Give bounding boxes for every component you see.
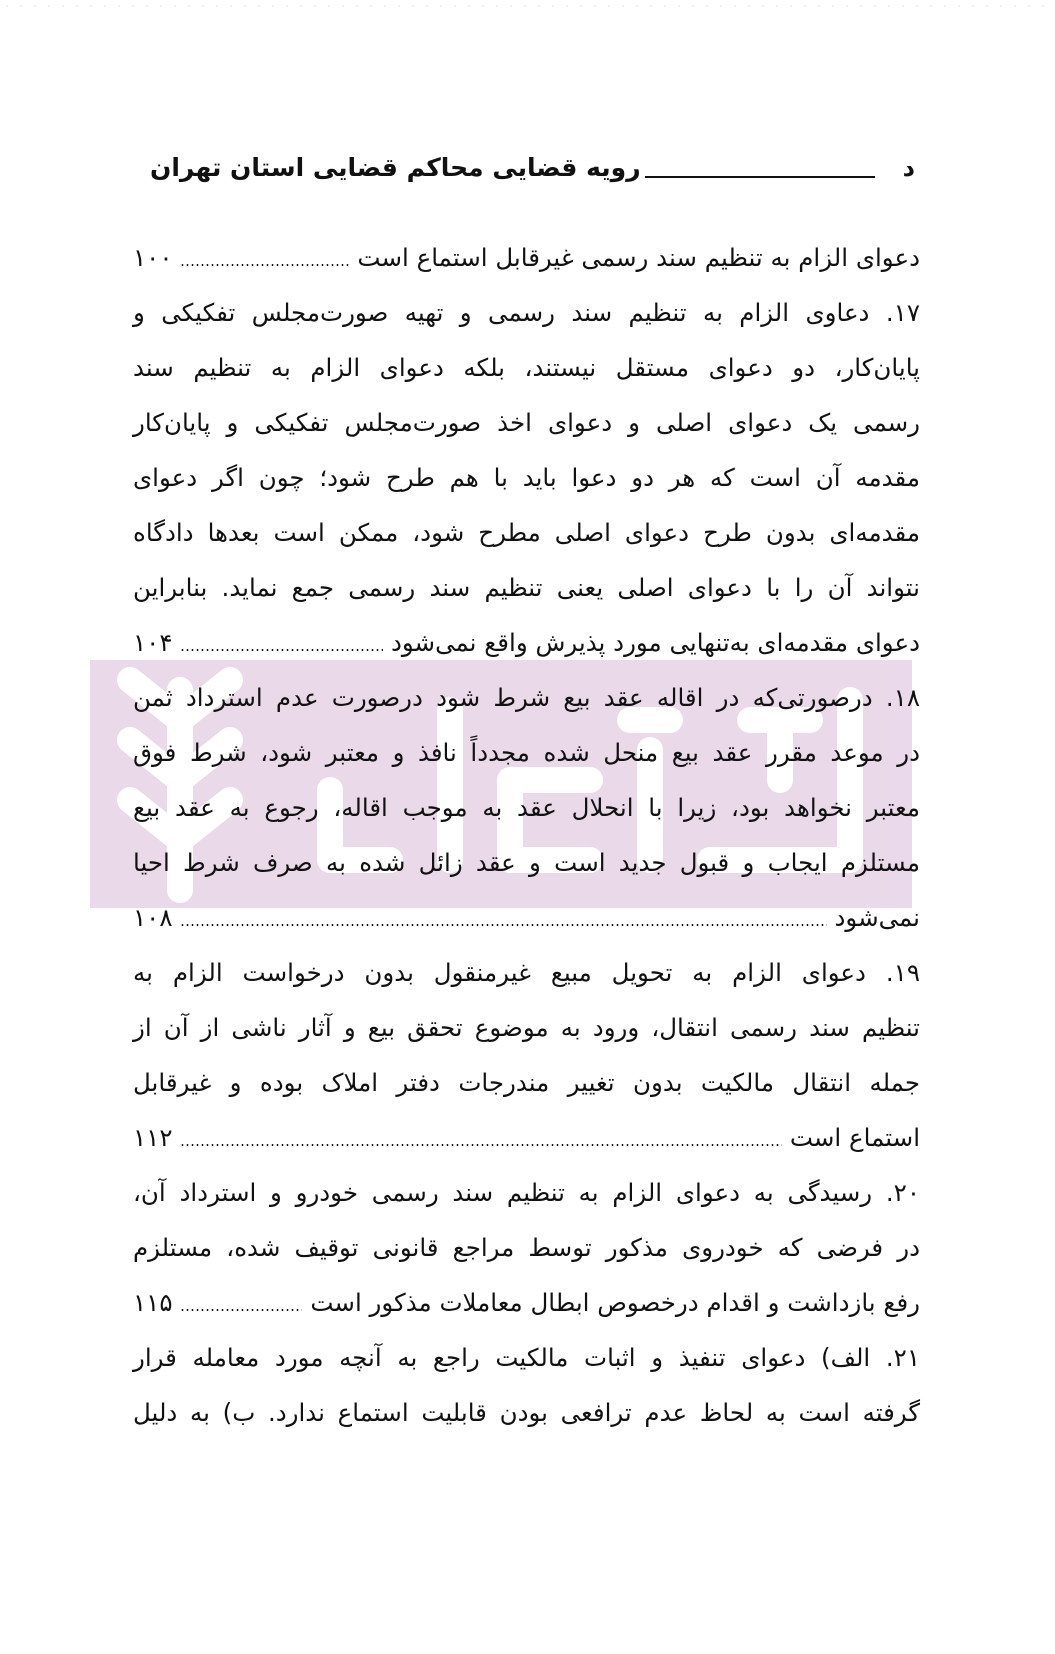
toc-line-text: رسمی یک دعوای اصلی و دعوای اخذ صورت‌مجلس تفکیکی و پایان‌کار — [133, 408, 920, 437]
toc-entry-end-line — [133, 890, 920, 945]
toc-page-number: ۱۰۰ — [133, 243, 173, 272]
toc-text-line — [133, 1165, 920, 1220]
scan-edge-dots — [0, 4, 1055, 8]
toc-line-text: ۱۷. دعاوی الزام به تنظیم سند رسمی و تهیه صورت‌مجلس تفکیکی و — [133, 298, 920, 327]
toc-line-text: گرفته است به لحاظ عدم ترافعی بودن قابلیت استماع ندارد. ب) به دلیل — [133, 1398, 920, 1427]
toc-line-text: دعوای الزام به تنظیم سند رسمی غیرقابل استماع است — [357, 243, 920, 272]
toc-page-number: ۱۱۵ — [133, 1288, 173, 1317]
toc-text-line — [133, 1385, 920, 1440]
toc-text-line — [133, 1055, 920, 1110]
running-title: رویه قضایی محاکم قضایی استان تهران — [150, 153, 641, 182]
toc-entry-end-line — [133, 230, 920, 285]
dot-leader — [180, 923, 826, 927]
toc-text-line — [133, 450, 920, 505]
toc-line-text: استماع است — [789, 1123, 920, 1152]
toc-line-text: در موعد مقرر عقد بیع منحل شده مجدداً نافذ و معتبر شود، شرط فوق — [133, 738, 920, 767]
toc-page-number: ۱۰۸ — [133, 903, 173, 932]
toc-line-text: پایان‌کار، دو دعوای مستقل نیستند، بلکه دعوای الزام به تنظیم سند — [133, 353, 920, 382]
toc-list — [133, 230, 920, 1440]
dot-leader — [180, 1308, 302, 1312]
toc-entry-end-line — [133, 1110, 920, 1165]
toc-entry-end-line — [133, 1275, 920, 1330]
toc-text-line — [133, 1330, 920, 1385]
toc-text-line — [133, 780, 920, 835]
toc-line-text: نمی‌شود — [834, 903, 920, 932]
page-header — [150, 148, 915, 192]
toc-line-text: ۱۸. درصورتی‌که در اقاله عقد بیع شرط شود درصورت عدم استرداد ثمن — [133, 683, 920, 712]
toc-line-text: معتبر نخواهد بود، زیرا با انحلال عقد به موجب اقاله، رجوع به عقد بیع — [133, 793, 920, 822]
toc-line-text: مستلزم ایجاب و قبول جدید است و عقد زائل شده به صرف شرط احیا — [133, 848, 920, 877]
dot-leader — [180, 1143, 781, 1147]
toc-page-number: ۱۱۲ — [133, 1123, 173, 1152]
toc-line-text: ۲۱. الف) دعوای تنفیذ و اثبات مالکیت راجع به آنچه مورد معامله قرار — [133, 1343, 920, 1372]
toc-text-line — [133, 505, 920, 560]
toc-text-line — [133, 340, 920, 395]
page-number-letter: د — [902, 154, 915, 182]
toc-line-text: ۱۹. دعوای الزام به تحویل مبیع غیرمنقول بدون درخواست الزام به — [133, 958, 920, 987]
toc-text-line — [133, 670, 920, 725]
toc-text-line — [133, 835, 920, 890]
toc-line-text: تنظیم سند رسمی انتقال، ورود به موضوع تحقق بیع و آثار ناشی از آن از — [133, 1013, 920, 1042]
toc-text-line — [133, 1000, 920, 1055]
toc-text-line — [133, 395, 920, 450]
toc-line-text: جمله انتقال مالکیت بدون تغییر مندرجات دفتر املاک بوده و غیرقابل — [133, 1068, 920, 1097]
toc-line-text: ۲۰. رسیدگی به دعوای الزام به تنظیم سند رسمی خودرو و استرداد آن، — [133, 1178, 920, 1207]
toc-page-number: ۱۰۴ — [133, 628, 173, 657]
toc-entry-end-line — [133, 615, 920, 670]
dot-leader — [180, 263, 349, 267]
header-rule — [645, 176, 875, 178]
toc-line-text: مقدمه‌ای بدون طرح دعوای اصلی مطرح شود، ممکن است بعدها دادگاه — [133, 518, 920, 547]
toc-text-line — [133, 725, 920, 780]
toc-line-text: مقدمه آن است که هر دو دعوا باید با هم طرح شود؛ چون اگر دعوای — [133, 463, 920, 492]
toc-text-line — [133, 560, 920, 615]
toc-line-text: رفع بازداشت و اقدام درخصوص ابطال معاملات مذکور است — [310, 1288, 920, 1317]
toc-text-line — [133, 285, 920, 340]
toc-line-text: نتواند آن را با دعوای اصلی یعنی تنظیم سند رسمی جمع نماید. بنابراین — [133, 573, 920, 602]
toc-text-line — [133, 945, 920, 1000]
dot-leader — [180, 648, 383, 652]
toc-line-text: دعوای مقدمه‌ای به‌تنهایی مورد پذیرش واقع نمی‌شود — [390, 628, 920, 657]
toc-line-text: در فرضی که خودروی مذکور توسط مراجع قانونی توقیف شده، مستلزم — [133, 1233, 920, 1262]
toc-text-line — [133, 1220, 920, 1275]
